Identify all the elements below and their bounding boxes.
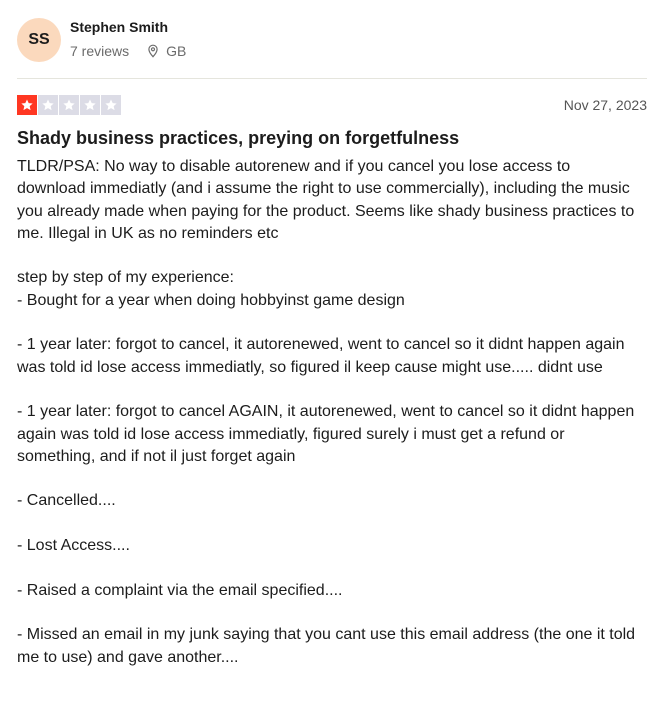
review-body: TLDR/PSA: No way to disable autorenew and if you cancel you lose access to download immediatly (and i assume the right to use commercially), including the music you already made when paying for the product. Seems like shady business practices to me. Illegal in UK as no reminders etc step by step of my experience: - Bought for a year when doing hobbyinst game design - 1 year later: forgot to cancel, it autorenewed, went to cancel so it didnt happen again was told id lose access immediatly, so figured il keep cause might use..... didnt use - 1 year later: forgot to cancel AGAIN, it autorenewed, went to cancel so it didnt happen again was told id lose access immediatly, figured surely i must get a refund or something, and if not il just forget again - Cancelled.... - Lost Access.... - Raised a complaint via the email specified.... - Missed an email in my junk saying that you cant use this email address (the one it told me to use) and gave another.... [17,158,636,666]
star-empty-icon [38,95,58,115]
rating-row [17,95,647,115]
reviewer-info [70,16,186,59]
location-pin-icon [146,44,160,58]
divider [17,78,647,79]
reviewer-meta [70,43,186,59]
star-empty-icon [101,95,121,115]
review-title[interactable]: Shady business practices, preying on forgetfulness [17,128,460,148]
star-empty-icon [80,95,100,115]
star-filled-icon [17,95,37,115]
reviews-count: 7 reviews [70,43,130,59]
reviewer-name[interactable]: Stephen Smith [70,19,169,35]
review-card [17,0,647,669]
avatar[interactable]: SS [17,18,61,62]
reviewer-header [17,0,647,78]
star-empty-icon [59,95,79,115]
star-rating [17,95,121,115]
reviewer-location: GB [166,43,187,59]
review-date: Nov 27, 2023 [563,97,647,113]
